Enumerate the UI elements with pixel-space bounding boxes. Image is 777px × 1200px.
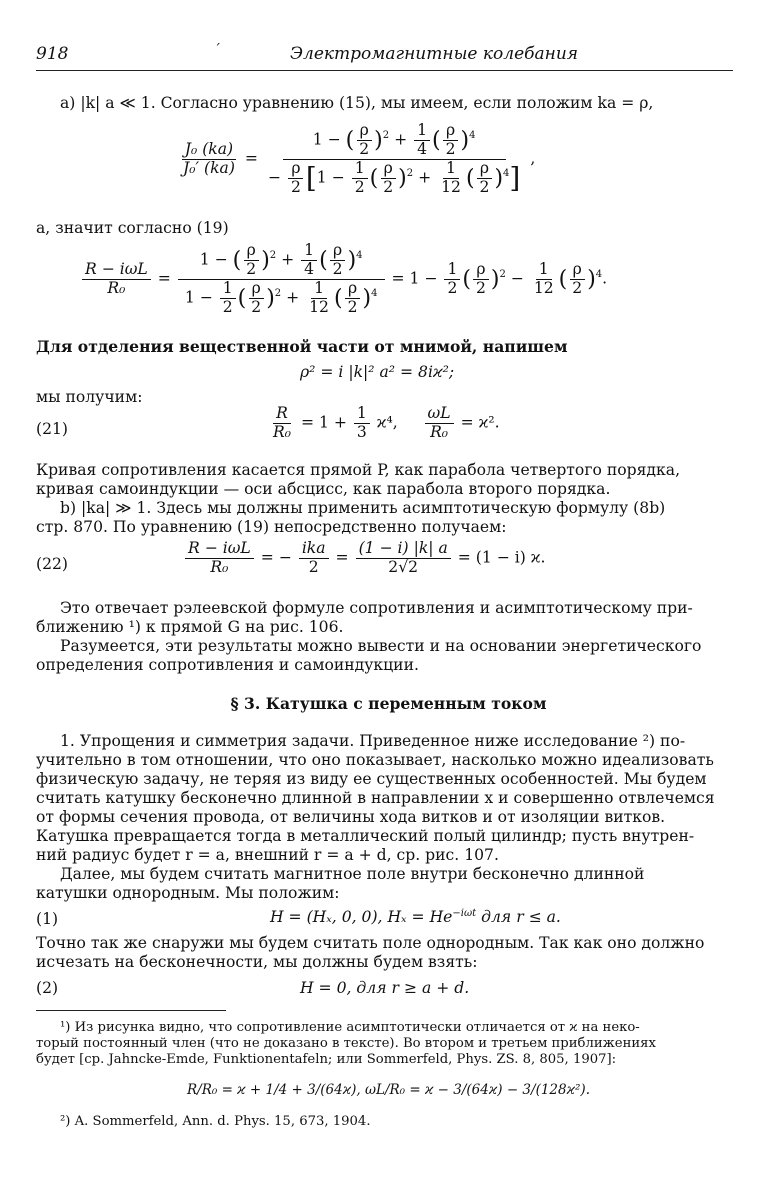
footnote-2: ²) A. Sommerfeld, Ann. d. Phys. 15, 673, 1904. <box>60 1114 371 1129</box>
section-text-line: считать катушку бесконечно длинной в направлении x и совершенно отвлечемся <box>36 789 715 807</box>
paragraph-case-b-1: b) |ka| ≫ 1. Здесь мы должны применить асимптотическую формулу (8b) <box>60 499 666 517</box>
footnote-1-line: ¹) Из рисунка видно, что сопротивление асимптотически отличается от ϰ на неко- <box>60 1020 640 1035</box>
page-number: 918 <box>36 44 69 64</box>
section-text-line: Далее, мы будем считать магнитное поле внутри бесконечно длинной <box>60 865 645 883</box>
paragraph-case-b-2: стр. 870. По уравнению (19) непосредственно получаем: <box>36 518 507 536</box>
footnote-1-line: торый постоянный член (что не доказано в тексте). Во втором и третьем приближениях <box>36 1036 656 1051</box>
section-heading: § 3. Катушка с переменным током <box>230 694 547 713</box>
equation-bessel-ratio: $\frac{\text{J₀ (ka)}}{\text{J₀′ (ka)}}$ = 1 − ( $\frac{\rho}{2}$ )$^2$ + $\frac{1}{4}$ ( $\frac{\rho}{2}$ )$^4$ − $\frac{\rho}{2}$ [1 − $\frac{1}{2}$ ( $\frac{\rho}{2}$ )$^2$ + $\frac{1}{12}$ ( $\frac{\rho}{2}$ )$^4$] , <box>183 121 536 196</box>
paragraph-curve-2: кривая самоиндукции — оси абсцисс, как парабола второго порядка. <box>36 480 611 498</box>
equation-2: H = 0, для r ≥ a + d. <box>300 979 470 997</box>
section-text-line: катушки однородным. Мы положим: <box>36 884 340 902</box>
section-text-line: учительно в том отношении, что оно показывает, насколько можно идеализовать <box>36 751 714 769</box>
paragraph-hence: а, значит согласно (19) <box>36 219 229 237</box>
equation-1: H = (Hₓ, 0, 0), $H_x = He^{-i\omega t}$ для r ≤ a. <box>270 908 561 927</box>
paragraph-rayleigh-1: Это отвечает рэлеевской формуле сопротивления и асимптотическому при- <box>60 599 693 617</box>
section-text-line: Катушка превращается тогда в металлический полый цилиндр; пусть внутрен- <box>36 827 695 845</box>
paragraph-case-a: a) |k| a ≪ 1. Согласно уравнению (15), мы имеем, если положим ka = ρ, <box>60 94 654 112</box>
paragraph-energy-2: определения сопротивления и самоиндукции. <box>36 656 419 674</box>
equation-label-2: (2) <box>36 979 59 997</box>
equation-label-21: (21) <box>36 420 69 438</box>
equation-rho-squared: ρ² = i |k|² a² = 8iϰ²; <box>300 363 455 381</box>
paragraph-rayleigh-2: ближению ¹) к прямой G на рис. 106. <box>36 618 344 636</box>
running-header <box>36 44 733 71</box>
stray-mark: ˊ <box>214 42 221 58</box>
equation-label-1: (1) <box>36 910 59 928</box>
section-text-line: исчезать на бесконечности, мы должны будем взять: <box>36 953 478 971</box>
paragraph-we-get: мы получим: <box>36 388 143 406</box>
paragraph-curve-1: Кривая сопротивления касается прямой P, как парабола четвертого порядка, <box>36 461 681 479</box>
equation-label-22: (22) <box>36 555 69 573</box>
equation-21: $\frac{R}{\text{R₀}}$ = 1 + $\frac{1}{3}$ ϰ⁴, $\frac{\omega L}{\text{R₀}}$ = ϰ². <box>273 404 500 441</box>
paragraph-separate: Для отделения вещественной части от мнимой, напишем <box>36 337 568 356</box>
footnote-rule <box>36 1010 226 1011</box>
section-text-line: ний радиус будет r = a, внешний r = a + d, ср. рис. 107. <box>36 846 499 864</box>
section-text-line: от формы сечения провода, от величины хода витков и от изоляции витков. <box>36 808 666 826</box>
running-title: Электромагнитные колебания <box>290 44 579 64</box>
section-text-line: Точно так же снаружи мы будем считать поле однородным. Так как оно должно <box>36 934 705 952</box>
footnote-equation: R/R₀ = ϰ + 1/4 + 3/(64ϰ), ωL/R₀ = ϰ − 3/(64ϰ) − 3/(128ϰ²). <box>187 1082 590 1098</box>
section-text-line: физическую задачу, не теряя из виду ее существенных особенностей. Мы будем <box>36 770 707 788</box>
paragraph-energy-1: Разумеется, эти результаты можно вывести и на основании энергетического <box>60 637 702 655</box>
equation-22: R − iωL R₀ = − ika 2 = $\frac{(1 - i) |k| a}{2√2}$ = (1 − i) ϰ. <box>183 540 545 577</box>
footnote-1-line: будет [ср. Jahncke-Emde, Funktionentafeln; или Sommerfeld, Phys. ZS. 8, 805, 1907]: <box>36 1052 617 1067</box>
equation-impedance-small: R − iωL R₀ = 1 − ( $\frac{\rho}{2}$ )$^2$ + $\frac{1}{4}$ ( $\frac{\rho}{2}$ )$^4$ 1 − $\frac{1}{2}$ ( $\frac{\rho}{2}$ )$^2$ + $\frac{1}{12}$ ( $\frac{\rho}{2}$ )$^4$ = 1 − $\frac{1}{2}$ ( $\frac{\rho}{2}$ )$^2$ − $\frac{1}{12}$ ( $\frac{\rho}{2}$ )$^4$. <box>80 242 607 317</box>
section-text-line: 1. Упрощения и симметрия задачи. Приведенное ниже исследование ²) по- <box>60 732 686 750</box>
